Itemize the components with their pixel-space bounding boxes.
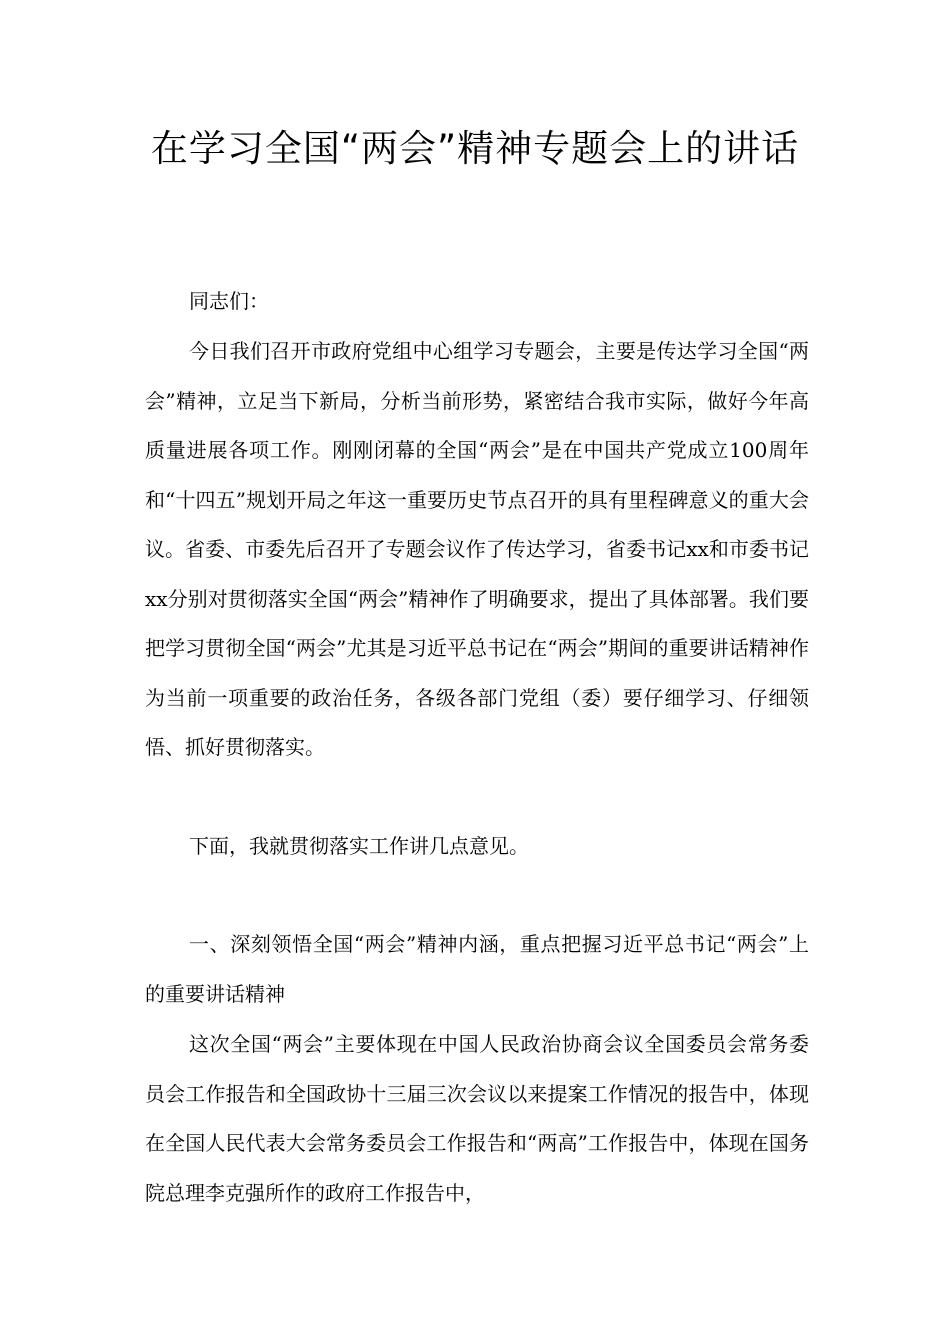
document-title: 在学习全国“两会”精神专题会上的讲话 [150,127,800,170]
greeting-paragraph: 同志们： [189,289,269,313]
transition-paragraph: 下面，我就贯彻落实工作讲几点意见。 [189,834,529,858]
section-paragraph: 这次全国“两会”主要体现在中国人民政治协商会议全国委员会常务委员会工作报告和全国政协十三届三次会议以来提案工作情况的报告中，体现在全国人民代表大会常务委员会工作报告和“两高”工作报告中，体现在国务院总理李克强所作的政府工作报告中， [145,1032,809,1205]
section-heading: 一、深刻领悟全国“两会”精神内涵，重点把握习近平总书记“两会”上的重要讲话精神 [145,932,809,1006]
intro-paragraph: 今日我们召开市政府党组中心组学习专题会，主要是传达学习全国“两会”精神，立足当下新局，分析当前形势，紧密结合我市实际，做好今年高质量进展各项工作。刚刚闭幕的全国“两会”是在中国共产党成立100周年和“十四五”规划开局之年这一重要历史节点召开的具有里程碑意义的重大会议。省委、市委先后召开了专题会议作了传达学习，省委书记xx和市委书记xx分别对贯彻落实全国“两会”精神作了明确要求，提出了具体部署。我们要把学习贯彻全国“两会”尤其是习近平总书记在“两会”期间的重要讲话精神作为当前一项重要的政治任务，各级各部门党组（委）要仔细学习、仔细领悟、抓好贯彻落实。 [145,339,809,759]
